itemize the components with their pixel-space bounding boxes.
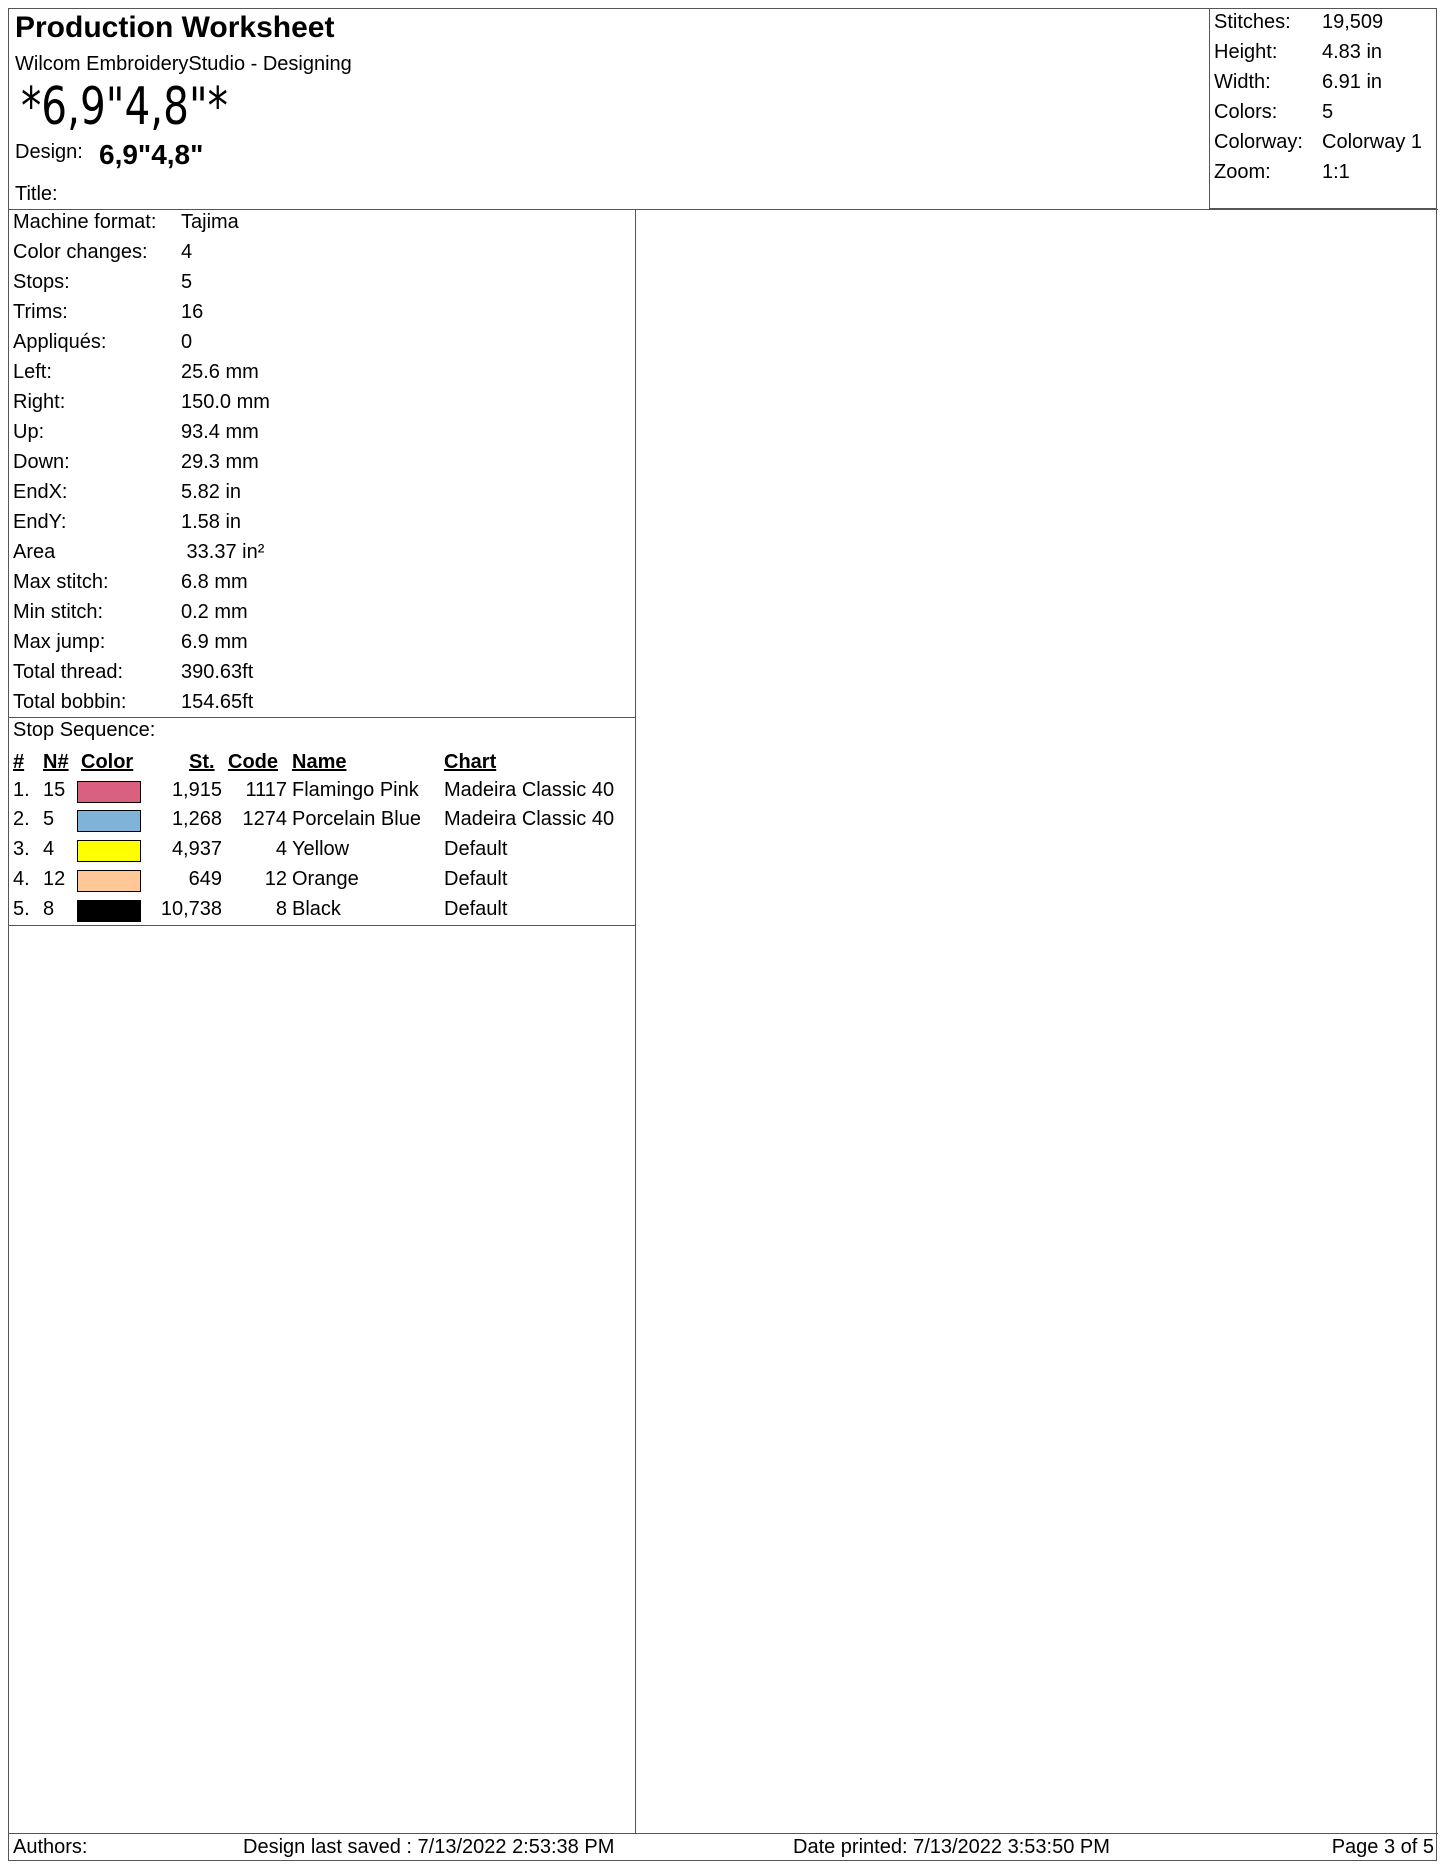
color-swatch	[77, 781, 141, 803]
footer-authors: Authors:	[13, 1836, 88, 1858]
stitch-count: 1,915	[171, 779, 222, 801]
stat-value: 6.9 mm	[181, 631, 248, 653]
col-header-num: #	[13, 751, 25, 773]
summary-label: Zoom:	[1214, 161, 1271, 183]
stat-label: Left:	[13, 361, 52, 383]
stat-value: 0.2 mm	[181, 601, 248, 623]
row-number: 5.	[13, 898, 30, 920]
thread-name: Yellow	[292, 838, 350, 860]
stat-value: 16	[181, 301, 204, 323]
row-number: 1.	[13, 779, 30, 801]
page-title: Production Worksheet	[15, 11, 335, 44]
col-header-color: Color	[81, 751, 134, 773]
summary-label: Colorway:	[1214, 131, 1303, 153]
stat-value: 4	[181, 241, 193, 263]
row-number: 3.	[13, 838, 30, 860]
design-label: Design:	[15, 141, 83, 163]
stat-label: Right:	[13, 391, 66, 413]
summary-value: 5	[1322, 101, 1334, 123]
col-header-chart: Chart	[444, 751, 497, 773]
stat-value: 5	[181, 271, 193, 293]
summary-label: Width:	[1214, 71, 1271, 93]
col-header-code: Code	[228, 751, 278, 773]
stitch-count: 649	[188, 868, 222, 890]
thread-chart: Madeira Classic 40	[444, 779, 615, 801]
color-swatch	[77, 900, 141, 922]
thread-chart: Madeira Classic 40	[444, 808, 615, 830]
summary-label: Height:	[1214, 41, 1278, 63]
thread-code: 12	[264, 868, 287, 890]
design-value: 6,9"4,8"	[99, 139, 204, 170]
table-row	[9, 838, 636, 866]
stat-label: Trims:	[13, 301, 68, 323]
stat-value: 93.4 mm	[181, 421, 259, 443]
summary-value: 1:1	[1322, 161, 1350, 183]
footer-date-printed: Date printed: 7/13/2022 3:53:50 PM	[793, 1836, 1110, 1858]
thread-code: 1274	[242, 808, 287, 830]
summary-value: 6.91 in	[1322, 71, 1383, 93]
footer-last-saved: Design last saved : 7/13/2022 2:53:38 PM	[243, 1836, 615, 1858]
stat-label: Appliqués:	[13, 331, 107, 353]
stat-value: 25.6 mm	[181, 361, 259, 383]
stat-value: 29.3 mm	[181, 451, 259, 473]
stat-value: 150.0 mm	[181, 391, 270, 413]
stat-value: 5.82 in	[181, 481, 242, 503]
software-name: Wilcom EmbroideryStudio - Designing	[15, 53, 352, 75]
thread-name: Flamingo Pink	[292, 779, 419, 801]
thread-name: Orange	[292, 868, 359, 890]
design-name-large: *6,9"4,8"*	[21, 77, 228, 137]
stat-label: Max jump:	[13, 631, 106, 653]
stitch-count: 10,738	[160, 898, 222, 920]
stat-value: 33.37 in²	[181, 541, 265, 563]
row-number: 2.	[13, 808, 30, 830]
color-swatch	[77, 810, 141, 832]
needle-number: 12	[43, 868, 66, 890]
color-swatch	[77, 870, 141, 892]
thread-chart: Default	[444, 838, 508, 860]
stat-value: 390.63ft	[181, 661, 254, 683]
needle-number: 5	[43, 808, 55, 830]
summary-value: 4.83 in	[1322, 41, 1383, 63]
needle-number: 4	[43, 838, 55, 860]
stat-value: 6.8 mm	[181, 571, 248, 593]
stat-label: Machine format:	[13, 211, 157, 233]
needle-number: 15	[43, 779, 66, 801]
details-column	[9, 209, 636, 1833]
worksheet-page	[8, 8, 1437, 1861]
col-header-needle: N#	[43, 751, 69, 773]
needle-number: 8	[43, 898, 55, 920]
thread-name: Porcelain Blue	[292, 808, 421, 830]
stitch-count: 4,937	[171, 838, 222, 860]
thread-chart: Default	[444, 868, 508, 890]
thread-code: 8	[275, 898, 287, 920]
summary-panel	[1209, 9, 1436, 209]
stat-value: 0	[181, 331, 193, 353]
stat-label: Up:	[13, 421, 45, 443]
sequence-divider	[9, 925, 636, 926]
stat-value: 1.58 in	[181, 511, 242, 533]
stat-label: Down:	[13, 451, 70, 473]
table-row	[9, 868, 636, 896]
stop-sequence-title: Stop Sequence:	[13, 719, 156, 741]
table-row	[9, 898, 636, 926]
stat-label: Color changes:	[13, 241, 148, 263]
color-swatch	[77, 840, 141, 862]
thread-code: 1117	[245, 779, 287, 801]
footer-page-number: Page 3 of 5	[1331, 1836, 1434, 1858]
thread-chart: Default	[444, 898, 508, 920]
table-row	[9, 808, 636, 836]
stat-label: Max stitch:	[13, 571, 109, 593]
col-header-stitches: St.	[189, 751, 215, 773]
table-row	[9, 779, 636, 807]
stitch-count: 1,268	[171, 808, 222, 830]
stat-label: Stops:	[13, 271, 70, 293]
stat-label: Min stitch:	[13, 601, 104, 623]
stat-value: 154.65ft	[181, 691, 254, 713]
col-header-name: Name	[292, 751, 347, 773]
stat-label: Total thread:	[13, 661, 124, 683]
summary-value: 19,509	[1322, 11, 1384, 33]
stat-label: EndY:	[13, 511, 67, 533]
title-label: Title:	[15, 183, 58, 205]
stat-value: Tajima	[181, 211, 239, 233]
summary-label: Colors:	[1214, 101, 1278, 123]
header-left	[9, 9, 1209, 209]
summary-value: Colorway 1	[1322, 131, 1423, 153]
summary-label: Stitches:	[1214, 11, 1291, 33]
row-number: 4.	[13, 868, 30, 890]
stat-label: EndX:	[13, 481, 68, 503]
stats-divider	[9, 717, 636, 718]
stat-label: Area	[13, 541, 56, 563]
thread-name: Black	[292, 898, 341, 920]
thread-code: 4	[275, 838, 287, 860]
page-footer	[9, 1833, 1438, 1862]
stat-label: Total bobbin:	[13, 691, 127, 713]
